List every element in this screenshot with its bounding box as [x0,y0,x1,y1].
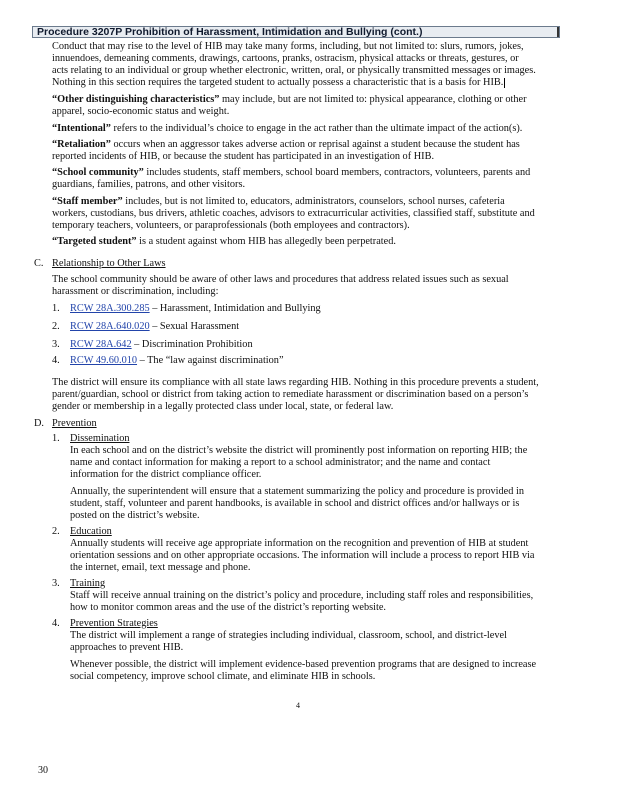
section-c-intro-line: The school community should be aware of other laws and procedures that address related issues such as sexual [52,274,509,285]
law-item: RCW 28A.642 – Discrimination Prohibition [70,339,253,350]
rcw-link[interactable]: RCW 28A.300.285 [70,303,150,314]
document-page-number: 30 [38,765,48,776]
law-item: RCW 28A.640.020 – Sexual Harassment [70,321,240,332]
law-item-number: 2. [52,321,60,332]
prevention-text-line: posted on the district’s website. [70,510,200,521]
intro-line-3: acts relating to an individual or group whether electronic, written, oral, or physically transmitted messages or images. [52,65,536,76]
law-item-number: 4. [52,355,60,366]
definition-retaliation: “Retaliation” occurs when an aggressor takes adverse action or reprisal against a student because the student has [52,139,520,150]
rcw-link[interactable]: RCW 49.60.010 [70,355,138,366]
law-item: RCW 28A.300.285 – Harassment, Intimidation and Bullying [70,303,321,314]
definition-targeted-student: “Targeted student” is a student against whom HIB has allegedly been perpetrated. [52,236,396,247]
definition-intentional: “Intentional” refers to the individual’s choice to engage in the act rather than the ultimate impact of the action(s). [52,123,523,134]
prevention-item-title: Prevention Strategies [70,618,158,629]
section-c-outro-line: parent/guardian, school or district from taking action to remediate harassment or discrimination based on a person’s [52,389,529,400]
definition-other-characteristics: “Other distinguishing characteristics” may include, but are not limited to: physical appearance, clothing or other [52,94,527,105]
text-cursor [504,78,505,88]
prevention-text-line: information for the district compliance officer. [70,469,262,480]
section-c-outro-line: The district will ensure its compliance with all state laws regarding HIB. Nothing in this procedure prevents a student, [52,377,539,388]
definition-line: apparel, socio-economic status and weight. [52,106,230,117]
prevention-text-line: Annually, the superintendent will ensure that a statement summarizing the policy and procedure is provided in [70,486,524,497]
header-divider [557,27,559,37]
prevention-item-title: Training [70,578,106,589]
prevention-item-number: 1. [52,433,60,444]
prevention-text-line: student, staff, volunteer and parent handbooks, is available in school and district offices and/or hallways or is [70,498,520,509]
prevention-text-line: name and contact information for making a report to a school administrator; and the name and contact [70,457,491,468]
prevention-text-line: the internet, email, text message and phone. [70,562,251,573]
section-c-title: Relationship to Other Laws [52,258,166,269]
law-item-number: 3. [52,339,60,350]
intro-line-1: Conduct that may rise to the level of HIB may take many forms, including, but not limited to: slurs, rumors, jokes, [52,41,524,52]
prevention-text-line: In each school and on the district’s website the district will prominently post information on reporting HIB; the [70,445,528,456]
prevention-text-line: orientation sessions and on other appropriate occasions. The information will include a process to report HIB via [70,550,535,561]
prevention-text-line: social competency, improve school climate, and eliminate HIB in schools. [70,671,376,682]
page-number: 4 [296,701,300,710]
rcw-link[interactable]: RCW 28A.640.020 [70,321,150,332]
prevention-item-number: 4. [52,618,60,629]
law-item: RCW 49.60.010 – The “law against discrimination” [70,355,284,366]
definition-line: temporary teachers, volunteers, or paraprofessionals (both employees and contractors). [52,220,410,231]
procedure-title: Procedure 3207P Prohibition of Harassment, Intimidation and Bullying (cont.) [37,26,423,38]
section-c-outro-line: gender or membership in a legally protected class under local, state, or federal law. [52,401,394,412]
section-c-letter: C. [34,258,44,269]
prevention-item-number: 2. [52,526,60,537]
prevention-item-number: 3. [52,578,60,589]
section-d-letter: D. [34,418,45,429]
section-d-title: Prevention [52,418,97,429]
definition-staff-member: “Staff member” includes, but is not limited to, educators, administrators, counselors, school nurses, cafeteria [52,196,505,207]
definition-line: workers, custodians, bus drivers, athletic coaches, advisors to extracurricular activities, classified staff, substitute and [52,208,535,219]
law-item-number: 1. [52,303,60,314]
prevention-item-title: Dissemination [70,433,130,444]
intro-line-4: Nothing in this section requires the targeted student to actually possess a characteristic that is a basis for HIB. [52,77,504,88]
prevention-text-line: approaches to prevent HIB. [70,642,184,653]
prevention-text-line: Whenever possible, the district will implement evidence-based prevention programs that are designed to increase [70,659,537,670]
prevention-text-line: The district will implement a range of strategies including individual, classroom, school, and district-level [70,630,507,641]
section-c-intro-line: harassment or discrimination, including: [52,286,219,297]
prevention-item-title: Education [70,526,112,537]
prevention-text-line: Annually students will receive age appropriate information on the recognition and prevention of HIB at student [70,538,529,549]
definition-school-community: “School community” includes students, staff members, school board members, contractors, volunteers, parents and [52,167,531,178]
prevention-text-line: how to monitor common areas and the use of the district’s reporting website. [70,602,386,613]
intro-line-2: innuendoes, demeaning comments, drawings, cartoons, pranks, ostracism, physical attacks or threats, gestures, or [52,53,519,64]
procedure-header [32,26,560,38]
rcw-link[interactable]: RCW 28A.642 [70,339,132,350]
prevention-text-line: Staff will receive annual training on the district’s policy and procedure, including staff roles and responsibilities, [70,590,534,601]
definition-line: reported incidents of HIB, or because the student has participated in an investigation of HIB. [52,151,435,162]
definition-line: guardians, families, patrons, and other visitors. [52,179,246,190]
